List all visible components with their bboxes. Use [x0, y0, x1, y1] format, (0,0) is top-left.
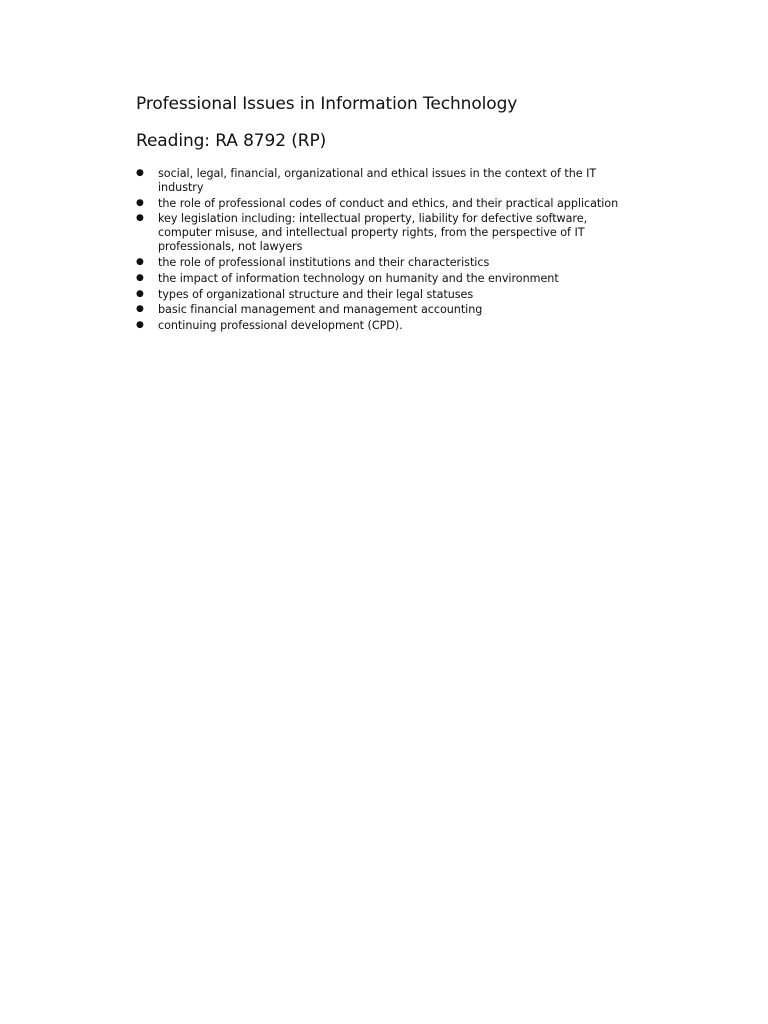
list-item — [136, 272, 636, 286]
list-item — [136, 303, 636, 317]
list-item — [136, 212, 636, 253]
list-item-text: basic financial management and management accounting — [158, 303, 483, 317]
topic-list — [136, 167, 636, 333]
bullet-icon: ● — [136, 304, 144, 315]
list-item — [136, 167, 636, 194]
list-item-text: the role of professional institutions and their characteristics — [158, 255, 490, 269]
document-body — [136, 92, 636, 335]
page-title: Professional Issues in Information Technology — [136, 94, 518, 114]
list-item-text: key legislation including: intellectual property, liability for defective software, computer misuse, and intellectual property rights, from the perspective of IT professionals, not lawyers — [158, 212, 588, 253]
list-item — [136, 288, 636, 302]
bullet-icon: ● — [136, 213, 144, 224]
list-item-text: the impact of information technology on humanity and the environment — [158, 271, 559, 285]
list-item-text: types of organizational structure and their legal statuses — [158, 287, 474, 301]
list-item — [136, 256, 636, 270]
list-item — [136, 197, 636, 211]
list-item-text: continuing professional development (CPD). — [158, 319, 403, 333]
bullet-icon: ● — [136, 272, 144, 283]
bullet-icon: ● — [136, 288, 144, 299]
list-item-text: social, legal, financial, organizational and ethical issues in the context of the IT industry — [158, 167, 597, 194]
reading-subtitle: Reading: RA 8792 (RP) — [136, 131, 327, 151]
bullet-icon: ● — [136, 197, 144, 208]
bullet-icon: ● — [136, 256, 144, 267]
list-item — [136, 319, 636, 333]
list-item-text: the role of professional codes of conduct and ethics, and their practical application — [158, 196, 619, 210]
bullet-icon: ● — [136, 168, 144, 178]
bullet-icon: ● — [136, 320, 144, 331]
